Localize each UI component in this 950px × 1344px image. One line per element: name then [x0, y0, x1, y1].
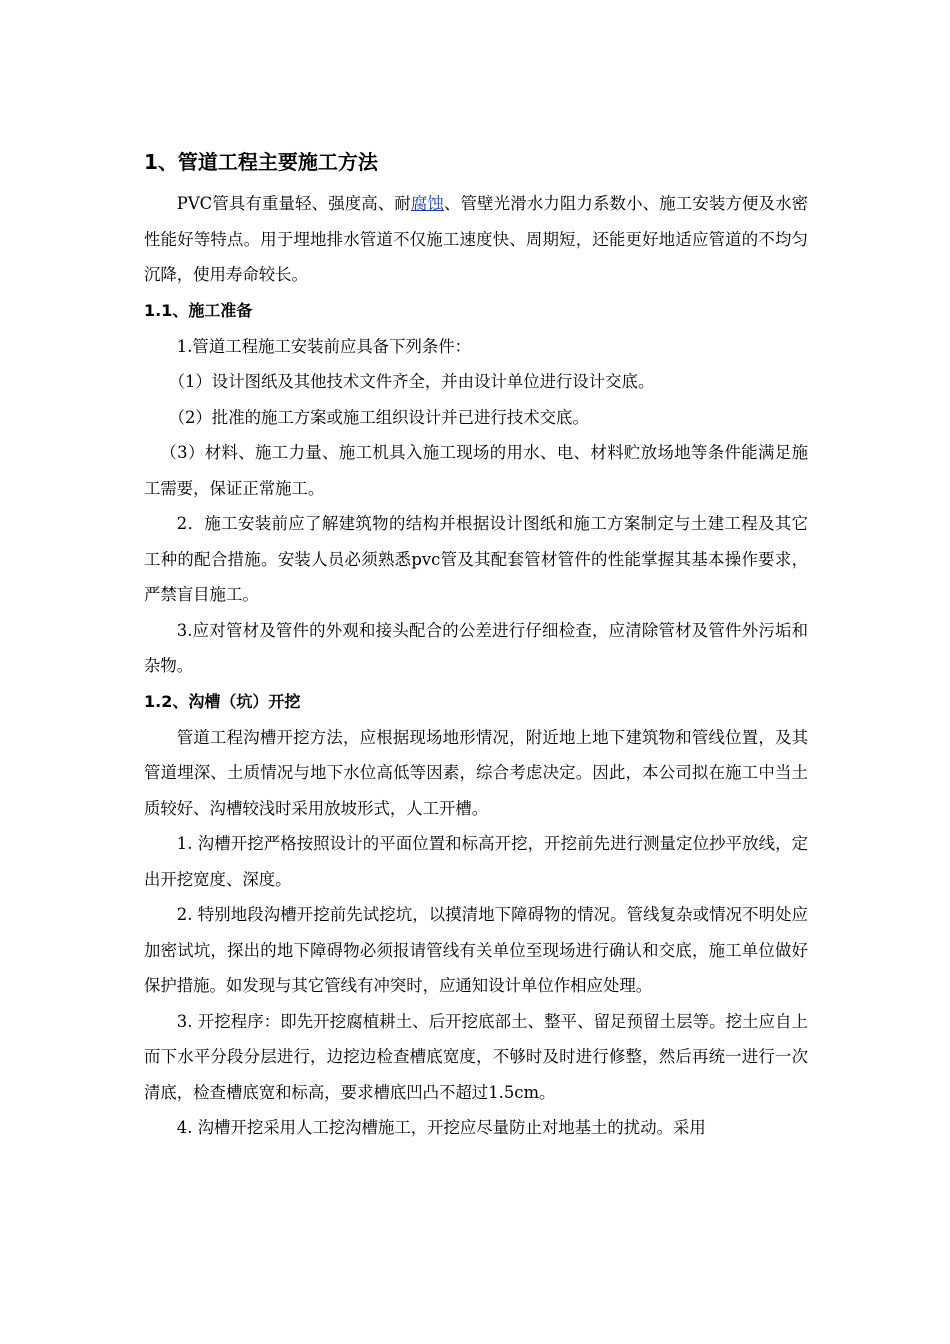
intro-text-end: 、管壁光滑水力阻力系数小、施工安装方便及水密性能好等特点。用于埋地排水管道不仅施工速度快、周期短，还能更好地适应管道的不均匀沉降，使用寿命较长。: [144, 194, 809, 284]
intro-text-start: PVC管具有重量轻、强度高、耐: [176, 194, 411, 213]
prep-item-1c: （3）材料、施工力量、施工机具入施工现场的用水、电、材料贮放场地等条件能满足施工需要，保证正常施工。: [144, 443, 808, 498]
section-heading-1-2: 1.2、沟槽（坑）开挖: [144, 691, 301, 711]
trench-item-2: 2. 特别地段沟槽开挖前先试挖坑，以摸清地下障碍物的情况。管线复杂或情况不明处应加密试坑，探出的地下障碍物必须报请管线有关单位至现场进行确认和交底，施工单位做好保护措施。如发现与其它管线有冲突时，应通知设计单位作相应处理。: [144, 905, 808, 995]
document-body: [144, 144, 808, 1146]
prep-item-1: 1.管道工程施工安装前应具备下列条件：: [176, 336, 472, 356]
corrosion-link[interactable]: 腐蚀: [410, 194, 445, 213]
prep-item-2: 2．施工安装前应了解建筑物的结构并根据设计图纸和施工方案制定与土建工程及其它工种的配合措施。安装人员必须熟悉pvc管及其配套管材管件的性能掌握其基本操作要求，严禁盲目施工。: [144, 514, 808, 604]
prep-item-3: 3.应对管材及管件的外观和接头配合的公差进行仔细检查，应清除管材及管件外污垢和杂物。: [144, 620, 808, 675]
main-heading: 1、管道工程主要施工方法: [144, 150, 378, 174]
prep-item-1b: （2）批准的施工方案或施工组织设计并已进行技术交底。: [168, 407, 589, 427]
trench-intro: 管道工程沟槽开挖方法，应根据现场地形情况，附近地上地下建筑物和管线位置，及其管道埋深、土质情况与地下水位高低等因素，综合考虑决定。因此，本公司拟在施工中当土质较好、沟槽较浅时采用放坡形式，人工开槽。: [144, 727, 808, 818]
intro-paragraph: [144, 186, 808, 293]
section-heading-1-1: 1.1、施工准备: [144, 300, 253, 320]
trench-item-1: 1. 沟槽开挖严格按照设计的平面位置和标高开挖，开挖前先进行测量定位抄平放线，定出开挖宽度、深度。: [144, 834, 808, 889]
trench-item-3: 3. 开挖程序：即先开挖腐植耕土、后开挖底部土、整平、留足预留土层等。挖土应自上而下水平分段分层进行，边挖边检查槽底宽度，不够时及时进行修整，然后再统一进行一次清底，检查槽底宽和标高，要求槽底凹凸不超过1.5cm。: [144, 1011, 808, 1102]
trench-item-4: 4. 沟槽开挖采用人工挖沟槽施工，开挖应尽量防止对地基土的扰动。采用: [176, 1118, 706, 1137]
prep-item-1a: （1）设计图纸及其他技术文件齐全，并由设计单位进行设计交底。: [168, 372, 655, 391]
